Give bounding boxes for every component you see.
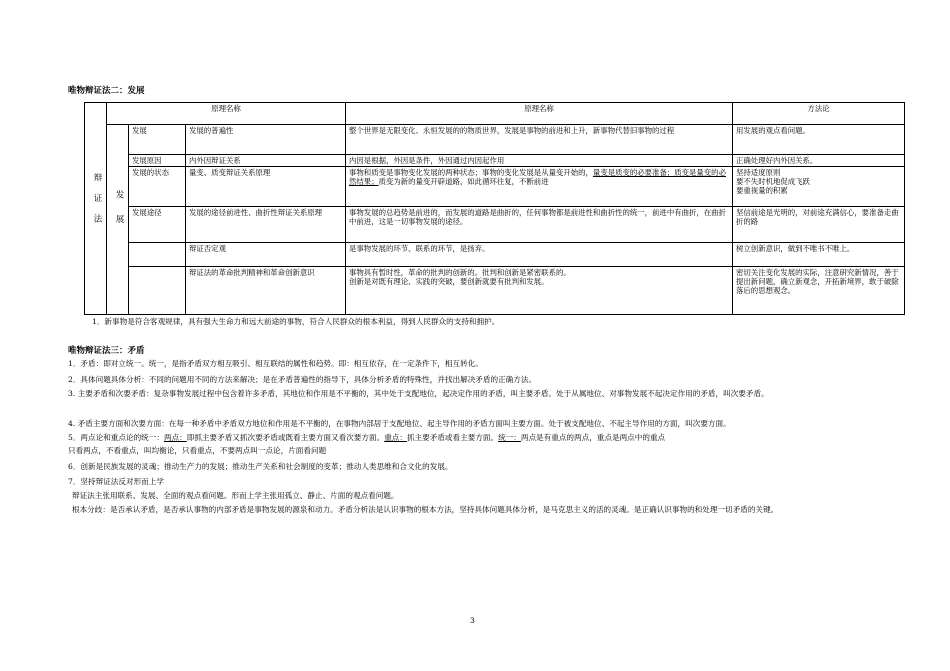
- paragraph-4: 4. 矛盾主要方面和次要方面：在每一种矛盾中矛盾双方地位和作用是不平衡的，在事物内部居于支配地位、起主导作用的矛盾方面叫主要方面。处于被支配地位、不起主导作用的方面，叫次要方面。: [68, 419, 731, 428]
- principle-cell: 发展的普遍性: [186, 125, 346, 155]
- method-cell: 密切关注变化发展的实际，注意研究新情况，善于提出新问题，确立新观念，开拓新境界，敢于破除落后的思想观念。: [733, 267, 905, 315]
- principle-cell: 发展的途径前进性、曲折性辩证关系原理: [186, 207, 346, 243]
- section-heading-development: 唯物辩证法二：发展: [68, 86, 145, 96]
- table-header-row: [85, 103, 905, 125]
- category-cell: 发展原因: [129, 155, 186, 167]
- content-text: 事物和质变是事物变化发展的两种状态；事物的变化发展是从量变开始的，: [349, 168, 593, 177]
- page-number: 3: [470, 616, 475, 625]
- vertical-label-development: 发展: [114, 190, 124, 239]
- category-cell: 发展途径: [129, 207, 186, 243]
- text-span: 5．两点论和重点论的统一：: [68, 433, 164, 442]
- principle-cell: 内外因辩证关系: [186, 155, 346, 167]
- underlined-two-points: 两点：: [163, 433, 187, 442]
- content-line: 事物具有暂时性，革命的批判的创新的。批判和创新是紧密联系的。: [349, 268, 571, 277]
- principle-cell: 量变、质变辩证关系原理: [186, 167, 346, 207]
- header-principle-name-2: 原理名称: [346, 103, 733, 125]
- category-cell: [129, 243, 186, 267]
- text-span: 即抓主要矛盾又抓次要矛盾或既看主要方面又看次要方面。: [186, 433, 385, 442]
- content-cell: [346, 167, 733, 207]
- table-row: [85, 243, 905, 267]
- development-principles-table: [84, 102, 905, 315]
- table-row: [85, 207, 905, 243]
- paragraph-7: 7．坚持辩证法反对形而上学: [68, 477, 164, 486]
- vertical-label-dialectics: 辩证法: [92, 172, 102, 235]
- text-span: 抓主要矛盾或看主要方面。: [406, 433, 499, 442]
- principle-cell: 辩证法的革命批判精神和革命创新意识: [186, 267, 346, 315]
- content-text: 质变为新的量变开辟道路，如此循环往复，不断前进: [378, 177, 549, 186]
- paragraph-8: 辩证法主张用联系、发展、全面的观点看问题。形而上学主张用孤立、静止、片面的观点看问题。: [72, 491, 399, 500]
- paragraph-1: 1．矛盾：即对立统一。统一，是指矛盾双方相互吸引、相互联结的属性和趋势。即：相互依存，在一定条件下，相互转化。: [68, 359, 483, 368]
- method-cell: 坚信前途是光明的，对前途充满信心，要准备走曲折的路: [733, 207, 905, 243]
- content-cell: 内因是根据，外因是条件，外因通过内因起作用: [346, 155, 733, 167]
- row-label-development: [107, 125, 129, 315]
- category-cell: [129, 267, 186, 315]
- method-line: 坚持适度原则: [736, 168, 781, 177]
- header-principle-name: 原理名称: [107, 103, 346, 125]
- header-methodology: 方法论: [733, 103, 905, 125]
- underlined-text: 量变是质变的必要准备；质变是量变的必然结果；: [349, 168, 726, 186]
- paragraph-5b: 只看两点，不看重点，叫均衡论，只看重点，不要两点叫一点论，片面看问题: [68, 446, 327, 455]
- row-label-dialectics: [85, 103, 107, 315]
- content-cell: [346, 267, 733, 315]
- method-cell: 树立创新意识，做到不唯书不唯上。: [733, 243, 905, 267]
- underlined-key-point: 重点：: [384, 433, 407, 442]
- paragraph-6: 6．创新是民族发展的灵魂；推动生产力的发展；推动生产关系和社会制度的变革；推动人类思维和合文化的发展。: [68, 462, 453, 471]
- content-line: 创新是对既有理论、实践的突破，要创新就要有批判和发展。: [349, 277, 549, 286]
- category-cell: 发展的状态: [129, 167, 186, 207]
- table-row: [85, 125, 905, 155]
- paragraph-9: 根本分歧：是否承认矛盾，是否承认事物的内部矛盾是事物发展的源泉和动力。矛盾分析法是认识事物的根本方法，坚持具体问题具体分析，是马克思主义的活的灵魂。是正确认识事物的和处理一切矛盾的关键。: [72, 505, 779, 514]
- content-cell: 是事物发展的环节、联系的环节，是扬弃。: [346, 243, 733, 267]
- paragraph-2: 2．具体问题具体分析：不同的问题用不同的方法来解决；是在矛盾普遍性的指导下，具体分析矛盾的特殊性，并找出解决矛盾的正确方法。: [68, 375, 537, 384]
- table-row: [85, 267, 905, 315]
- paragraph-3: 3. 主要矛盾和次要矛盾：复杂事物发展过程中包含着许多矛盾，其地位和作用是不平衡的，其中处于支配地位，起决定作用的矛盾，叫主要矛盾。处于从属地位、对事物发展不起决定作用的矛盾，叫次要矛盾。: [68, 389, 769, 398]
- text-span: 两点是有重点的两点，重点是两点中的重点: [520, 433, 666, 442]
- method-cell: 用发展的观点看问题。: [733, 125, 905, 155]
- method-cell: [733, 167, 905, 207]
- method-line: 要重视量的积累: [736, 186, 788, 195]
- new-things-note: 1．新事物是符合客观规律，具有强大生命力和远大前途的事物，符合人民群众的根本利益，得到人民群众的支持和拥护。: [92, 317, 500, 326]
- principle-cell: 辩证否定观: [186, 243, 346, 267]
- section-heading-contradiction: 唯物辩证法三：矛盾: [68, 346, 145, 356]
- method-cell: 正确处理好内外因关系。: [733, 155, 905, 167]
- method-line: 要不失时机地促成飞跃: [736, 177, 810, 186]
- table-row: [85, 167, 905, 207]
- category-cell: 发展: [129, 125, 186, 155]
- content-cell: 事物发展的总趋势是前进的，而发展的道路是曲折的，任何事物都是前进性和曲折性的统一，前进中有曲折，在曲折中前进，这是一切事物发展的途径。: [346, 207, 733, 243]
- paragraph-5: [68, 432, 898, 443]
- content-cell: 整个世界是无限变化、永恒发展的的物质世界，发展是事物的前进和上升，新事物代替旧事物的过程: [346, 125, 733, 155]
- table-row: [85, 155, 905, 167]
- underlined-unity: 统一：: [498, 433, 521, 442]
